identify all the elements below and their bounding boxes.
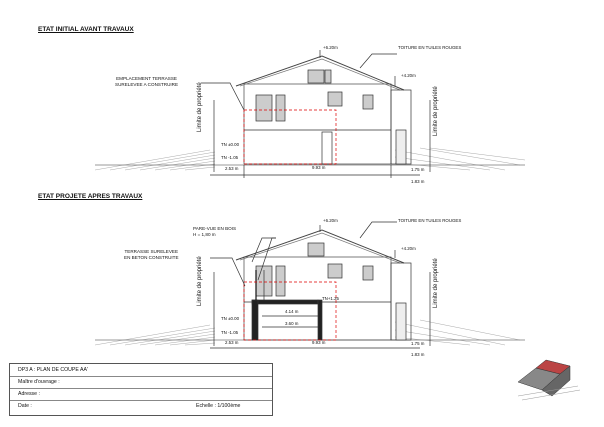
house-logo-icon	[518, 360, 580, 400]
dim-d-label: 1.83 m	[411, 179, 425, 184]
dim-c-label: 1.75 m	[411, 167, 425, 172]
section-before	[95, 50, 525, 178]
roof-note: TOITURE EN TUILES ROUGES	[398, 45, 462, 50]
scale-label: Echelle : 1/100ème	[196, 403, 241, 409]
terrace-note	[115, 76, 178, 87]
dim-a-label-after: 2.53 m	[225, 340, 239, 345]
property-limit-right-after: Limite de propriété	[433, 258, 439, 308]
raised-note-line2: EN BETON CONSTRUITE	[124, 254, 179, 260]
dim-c-label-after: 1.75 m	[411, 341, 425, 346]
top-elevation-label: +6.20m	[323, 45, 338, 50]
top-elevation-label-after: +6.20m	[323, 218, 338, 223]
dim-e-label: 4.14 m	[285, 309, 299, 314]
address-label: Adresse :	[18, 391, 40, 397]
property-limit-left: Limite de propriété	[197, 82, 203, 132]
plan-title: DP3 A : PLAN DE COUPE AA'	[18, 367, 88, 373]
dim-f-label: 3.60 m	[285, 321, 299, 326]
tn-minus-label-after: TN -1.05	[221, 330, 239, 335]
property-limit-left-after: Limite de propriété	[197, 256, 203, 306]
section-title-after: ETAT PROJETE APRES TRAVAUX	[38, 193, 143, 200]
dim-b-label: 9.93 m	[312, 165, 326, 170]
eave-elevation-label: +4.20m	[401, 73, 416, 78]
screen-note	[193, 226, 236, 237]
screen-note-line1: PARE-VUE EN BOIS	[193, 226, 237, 231]
tn-zero-label-after: TN ±0.00	[221, 316, 240, 321]
eave-elevation-label-after: +4.20m	[401, 246, 416, 251]
property-limit-right: Limite de propriété	[433, 86, 439, 136]
tn-minus-label: TN -1.05	[221, 155, 239, 160]
title-block-row-date	[10, 400, 272, 412]
roof-note-after: TOITURE EN TUILES ROUGES	[398, 218, 462, 223]
terrace-note-line2: SURELEVEE A CONSTRUIRE	[115, 81, 179, 87]
dim-b-label-after: 9.93 m	[312, 340, 326, 345]
tn-zero-label: TN ±0.00	[221, 142, 240, 147]
section-title-before: ETAT INITIAL AVANT TRAVAUX	[38, 26, 134, 33]
title-block	[9, 363, 273, 416]
tn-plus-label: TN+1.25	[322, 296, 339, 301]
owner-label: Maître d'ouvrage :	[18, 379, 60, 385]
section-after	[95, 222, 525, 348]
raised-note-line1: TERRASSE SURELEVEE	[124, 249, 179, 254]
dim-d-label-after: 1.83 m	[411, 352, 425, 357]
screen-note-line2: H = 1,80 m	[193, 231, 216, 237]
raised-terrace-note	[124, 249, 179, 260]
terrace-note-line1: EMPLACEMENT TERRASSE	[116, 76, 177, 81]
dim-a-label: 2.53 m	[225, 166, 239, 171]
date-label: Date :	[18, 403, 32, 409]
